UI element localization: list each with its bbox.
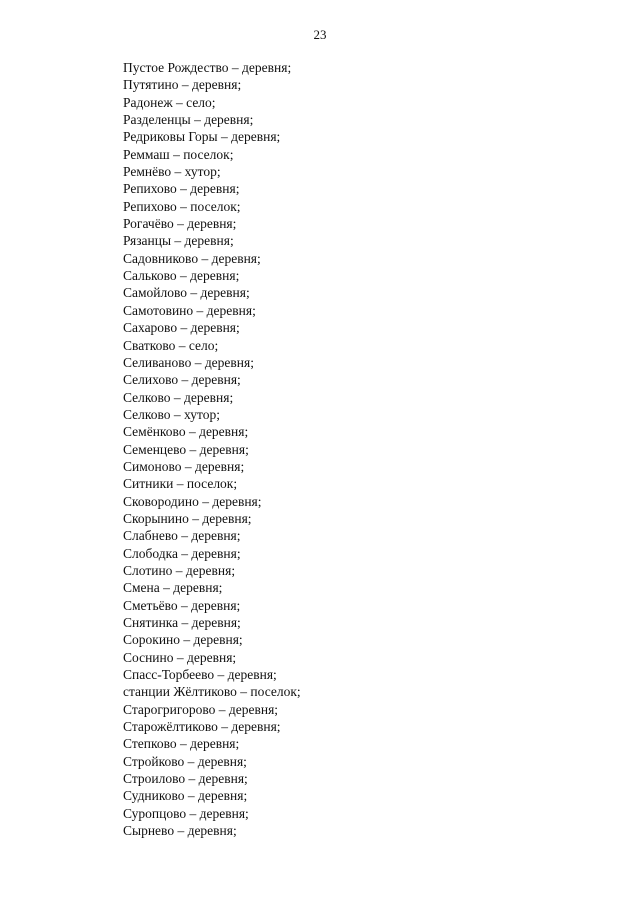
list-item: Сырнево – деревня; <box>123 823 237 839</box>
list-item: Слабнево – деревня; <box>123 528 241 544</box>
list-item: Рогачёво – деревня; <box>123 216 237 232</box>
list-item: Степково – деревня; <box>123 736 240 752</box>
list-item: Строилово – деревня; <box>123 771 248 787</box>
list-item: Селково – хутор; <box>123 406 221 422</box>
list-item: Сковородино – деревня; <box>123 493 262 509</box>
list-item: Радонеж – село; <box>123 94 216 110</box>
list-item: Сватково – село; <box>123 337 219 353</box>
list-item: Путятино – деревня; <box>123 77 242 93</box>
list-item: Сахарово – деревня; <box>123 320 240 336</box>
list-item: Семёнково – деревня; <box>123 424 249 440</box>
list-item: Смена – деревня; <box>123 580 223 596</box>
list-item: Суропцово – деревня; <box>123 805 249 821</box>
list-item: Сорокино – деревня; <box>123 632 243 648</box>
list-item: Селихово – деревня; <box>123 372 241 388</box>
list-item: Слотино – деревня; <box>123 562 236 578</box>
list-item: Самойлово – деревня; <box>123 285 250 301</box>
list-item: Разделенцы – деревня; <box>123 112 254 128</box>
list-item: Старожёлтиково – деревня; <box>123 719 281 735</box>
list-item: Реммаш – поселок; <box>123 146 234 162</box>
list-item: Соснино – деревня; <box>123 649 237 665</box>
list-item: Снятинка – деревня; <box>123 615 241 630</box>
list-item: Судниково – деревня; <box>123 788 248 804</box>
list-item: Ремнёво – хутор; <box>123 164 221 180</box>
list-item: Самотовино – деревня; <box>123 302 256 318</box>
list-item: Репихово – поселок; <box>123 198 241 214</box>
list-item: Спасс-Торбеево – деревня; <box>123 667 277 683</box>
list-item: Скорынино – деревня; <box>123 510 252 526</box>
list-item: Сметьёво – деревня; <box>123 597 241 613</box>
list-item: Пустое Рождество – деревня; <box>123 60 292 75</box>
list-item: Садовниково – деревня; <box>123 250 261 266</box>
list-item: Семенцево – деревня; <box>123 441 249 457</box>
list-item: Рязанцы – деревня; <box>123 233 234 249</box>
list-item: Селково – деревня; <box>123 389 234 405</box>
list-item: Стройково – деревня; <box>123 753 247 769</box>
list-item: Селиваново – деревня; <box>123 354 254 370</box>
list-item: Слободка – деревня; <box>123 545 241 561</box>
list-item: Ситники – поселок; <box>123 476 238 492</box>
page-number: 23 <box>313 27 327 42</box>
list-item: Репихово – деревня; <box>123 181 240 197</box>
list-item: станции Жёлтиково – поселок; <box>123 684 301 700</box>
list-item: Сальково – деревня; <box>123 268 240 284</box>
list-item: Симоново – деревня; <box>123 458 245 474</box>
list-item: Старогригорово – деревня; <box>123 701 279 717</box>
list-item: Редриковы Горы – деревня; <box>123 129 281 145</box>
settlement-list <box>123 59 301 839</box>
